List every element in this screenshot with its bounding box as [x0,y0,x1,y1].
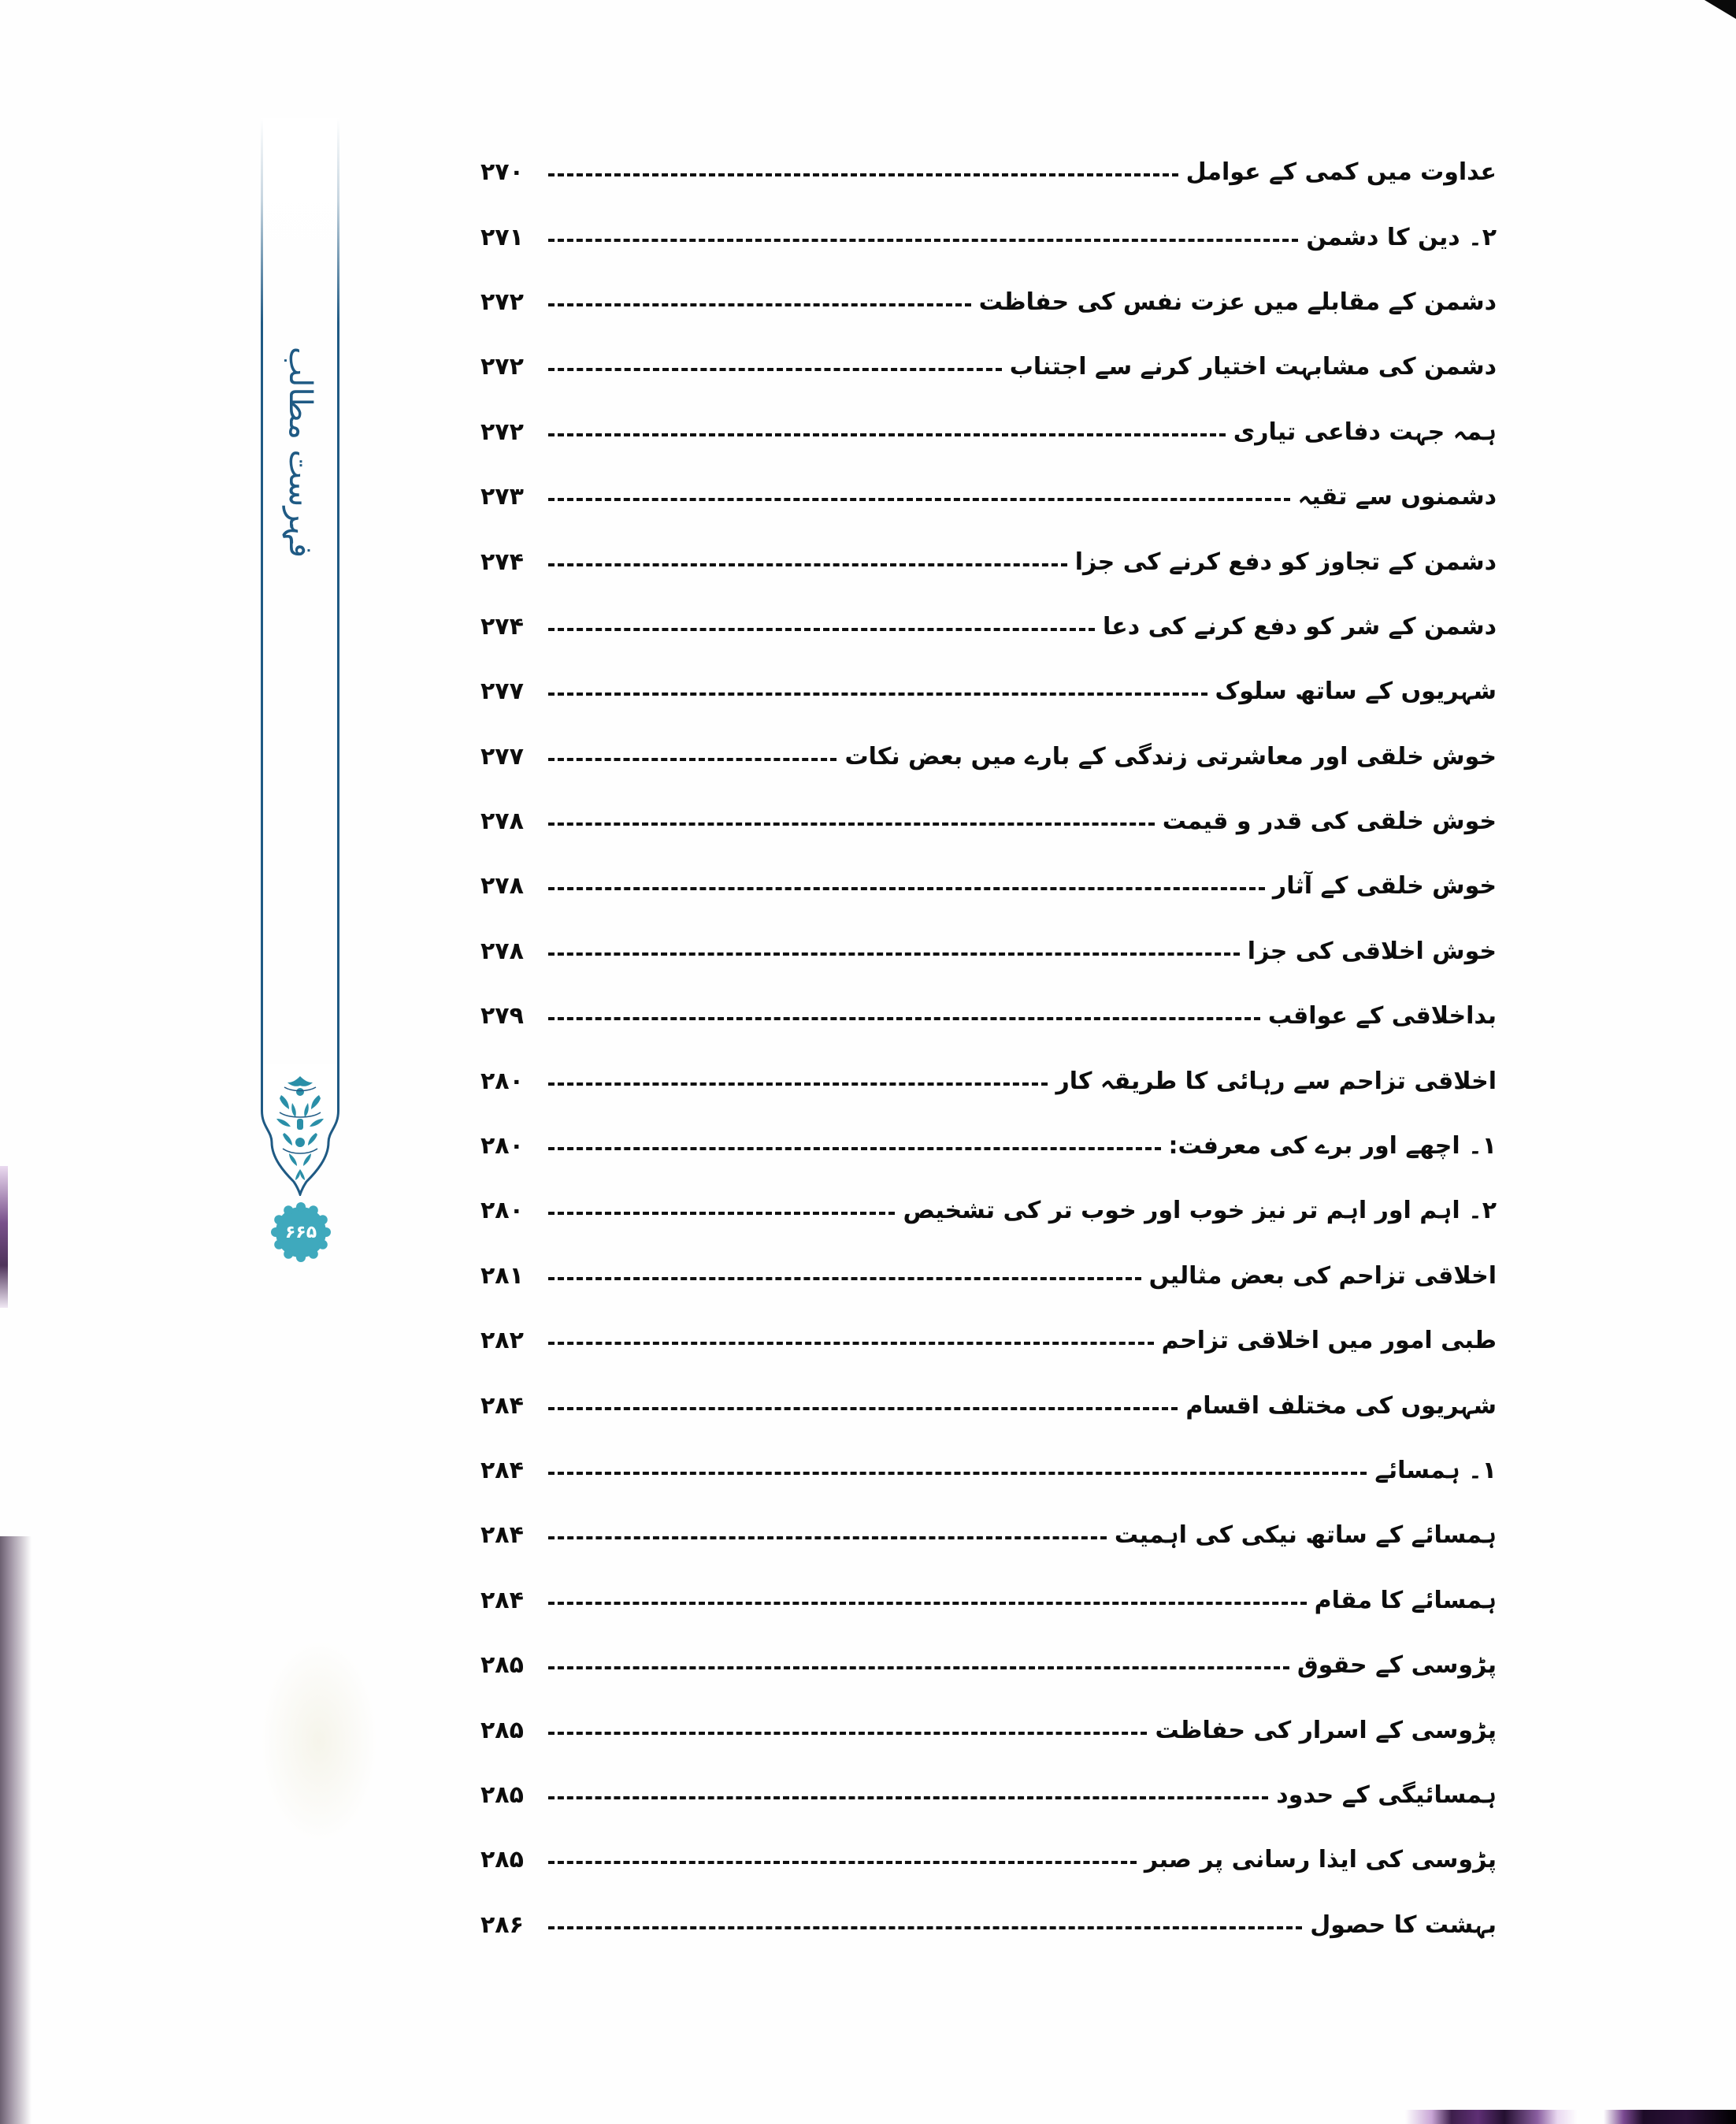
toc-entry-title: دشمن کے تجاوز کو دفع کرنے کی جزا [1074,548,1497,576]
toc-entry[interactable] [480,595,1497,659]
dotted-leader [548,1602,1307,1605]
dotted-leader [548,1082,1048,1086]
toc-entry[interactable] [480,270,1497,335]
dotted-leader [548,1407,1178,1410]
toc-entry-page: ۲۸۶ [480,1910,524,1939]
toc-entry-title: ۱۔ ہمسائے [1374,1457,1497,1484]
toc-entry-page: ۲۷۴ [480,612,524,641]
scan-shadow-left [0,1536,32,2124]
dotted-leader [548,1861,1137,1864]
toc-entry[interactable] [480,335,1497,399]
toc-entry-page: ۲۸۰ [480,1067,524,1095]
dotted-leader [548,1666,1289,1669]
toc-entry-title: شہریوں کے ساتھ سلوک [1215,678,1497,706]
dotted-leader [548,1472,1367,1475]
toc-entry-page: ۲۸۰ [480,1132,524,1160]
sidebar-title: فہرست مطالب [282,347,318,559]
toc-entry-page: ۲۷۸ [480,808,524,836]
toc-entry-title: خوش اخلاقی کی جزا [1247,937,1497,965]
dotted-leader [548,822,1155,826]
toc-entry-title: پڑوسی کے اسرار کی حفاظت [1155,1716,1497,1744]
toc-entry-title: دشمن کے مقابلے میں عزت نفس کی حفاظت [978,288,1497,316]
toc-entry[interactable] [480,1114,1497,1179]
toc-entry[interactable] [480,205,1497,269]
toc-entry-title: ہمسائیگی کے حدود [1276,1781,1497,1809]
toc-entry-title: پڑوسی کے حقوق [1296,1651,1497,1680]
toc-entry[interactable] [480,1373,1497,1438]
dotted-leader [548,1732,1147,1735]
toc-entry-title: ہمسائے کے ساتھ نیکی کی اہمیت [1114,1521,1497,1550]
dotted-leader [548,303,971,306]
toc-entry[interactable] [480,465,1497,529]
dotted-leader [548,758,836,761]
scan-shadow-bottom [260,1639,378,1844]
dotted-leader [548,628,1095,631]
toc-entry-page: ۲۸۴ [480,1586,524,1614]
toc-entry-page: ۲۸۰ [480,1197,524,1225]
toc-entry[interactable] [480,789,1497,854]
toc-entry-page: ۲۸۵ [480,1651,524,1680]
page-number-badge [270,1201,332,1263]
toc-entry-page: ۲۸۵ [480,1781,524,1809]
toc-entry-page: ۲۸۵ [480,1716,524,1744]
toc-entry-title: عداوت میں کمی کے عوامل [1185,158,1497,187]
toc-entry[interactable] [480,1698,1497,1762]
toc-entry-title: طبی امور میں اخلاقی تزاحم [1161,1327,1497,1355]
toc-entry-page: ۲۸۴ [480,1391,524,1420]
toc-entry[interactable] [480,140,1497,205]
dotted-leader [548,1277,1141,1280]
toc-entry-page: ۲۸۴ [480,1521,524,1550]
toc-entry-title: اخلاقی تزاحم سے رہائی کا طریقہ کار [1055,1067,1497,1095]
dotted-leader [548,498,1290,501]
toc-entry[interactable] [480,1763,1497,1828]
toc-entry-page: ۲۸۱ [480,1261,524,1290]
dotted-leader [548,1212,895,1215]
toc-entry-title: خوش خلقی کی قدر و قیمت [1162,808,1497,836]
scan-artifact-top-right [1704,0,1736,19]
toc-entry-title: ۱۔ اچھے اور برے کی معرفت: [1168,1132,1497,1160]
toc-entry[interactable] [480,1893,1497,1958]
toc-entry-title: ۲۔ دین کا دشمن [1306,223,1497,251]
toc-entry-page: ۲۷۲ [480,288,524,316]
toc-entry-title: ہمسائے کا مقام [1314,1586,1497,1614]
toc-entry[interactable] [480,1569,1497,1633]
toc-entry-title: بداخلاقی کے عواقب [1267,1002,1497,1030]
dotted-leader [548,368,1002,371]
toc-entry-title: دشمن کی مشابہت اختیار کرنے سے اجتناب [1009,353,1497,381]
dotted-leader [548,1926,1302,1929]
toc-entry-page: ۲۷۷ [480,678,524,706]
toc-entry[interactable] [480,1179,1497,1243]
toc-entry-page: ۲۷۸ [480,872,524,900]
toc-entry-title: خوش خلقی کے آثار [1272,872,1497,900]
toc-entry[interactable] [480,1439,1497,1503]
toc-entry-page: ۲۷۸ [480,937,524,965]
toc-entry-title: خوش خلقی اور معاشرتی زندگی کے بارے میں بعض نکات [844,742,1497,771]
dotted-leader [548,239,1298,242]
toc-entry-title: ہمہ جہت دفاعی تیاری [1233,418,1497,446]
toc-entry[interactable] [480,1633,1497,1698]
dotted-leader [548,1796,1268,1799]
toc-entry[interactable] [480,529,1497,594]
toc-entry-page: ۲۷۷ [480,742,524,771]
toc-entry[interactable] [480,1049,1497,1113]
dotted-leader [548,563,1067,566]
dotted-leader [548,1342,1154,1345]
dotted-leader [548,1536,1107,1539]
toc-entry-title: بہشت کا حصول [1310,1910,1497,1939]
dotted-leader [548,1017,1260,1020]
dotted-leader [548,433,1226,436]
dotted-leader [548,887,1265,890]
dotted-leader [548,693,1207,696]
toc-entry-page: ۲۷۲ [480,418,524,446]
toc-entry-page: ۲۸۵ [480,1846,524,1874]
toc-entry-title: دشمنوں سے تقیہ [1297,483,1497,511]
toc-entry[interactable] [480,725,1497,789]
toc-entry-page: ۲۷۰ [480,158,524,187]
toc-entry-page: ۲۸۴ [480,1457,524,1484]
toc-entry[interactable] [480,1244,1497,1309]
page-number: ۶۶۵ [284,1222,317,1242]
toc-entry[interactable] [480,1503,1497,1568]
toc-entry-title: پڑوسی کی ایذا رسانی پر صبر [1144,1846,1497,1874]
toc-entry-title: اخلاقی تزاحم کی بعض مثالیں [1148,1261,1497,1290]
sidebar-frame [261,118,339,1087]
floral-arabesque-icon [261,1064,339,1196]
toc-entry-page: ۲۸۲ [480,1327,524,1355]
toc-entry-title: شہریوں کی مختلف اقسام [1185,1391,1497,1420]
scan-artifact-bottom [1405,2110,1736,2124]
toc-entry[interactable] [480,984,1497,1049]
toc-entry-page: ۲۷۲ [480,353,524,381]
scan-artifact-left [0,1166,8,1308]
toc-entry-page: ۲۷۱ [480,223,524,251]
toc-entry[interactable] [480,400,1497,465]
dotted-leader [548,173,1178,176]
toc-entry-page: ۲۷۹ [480,1002,524,1030]
toc-entry[interactable] [480,919,1497,984]
toc-entry-title: ۲۔ اہم اور اہم تر نیز خوب اور خوب تر کی تشخیص [903,1197,1497,1225]
toc-entry[interactable] [480,854,1497,919]
dotted-leader [548,1147,1161,1150]
toc-entry-page: ۲۷۴ [480,548,524,576]
toc-entry-title: دشمن کے شر کو دفع کرنے کی دعا [1103,612,1497,641]
toc-entry[interactable] [480,659,1497,724]
toc-entry[interactable] [480,1828,1497,1892]
dotted-leader [548,952,1240,956]
toc-entry-page: ۲۷۳ [480,483,524,511]
table-of-contents [480,140,1497,1958]
toc-entry[interactable] [480,1309,1497,1373]
